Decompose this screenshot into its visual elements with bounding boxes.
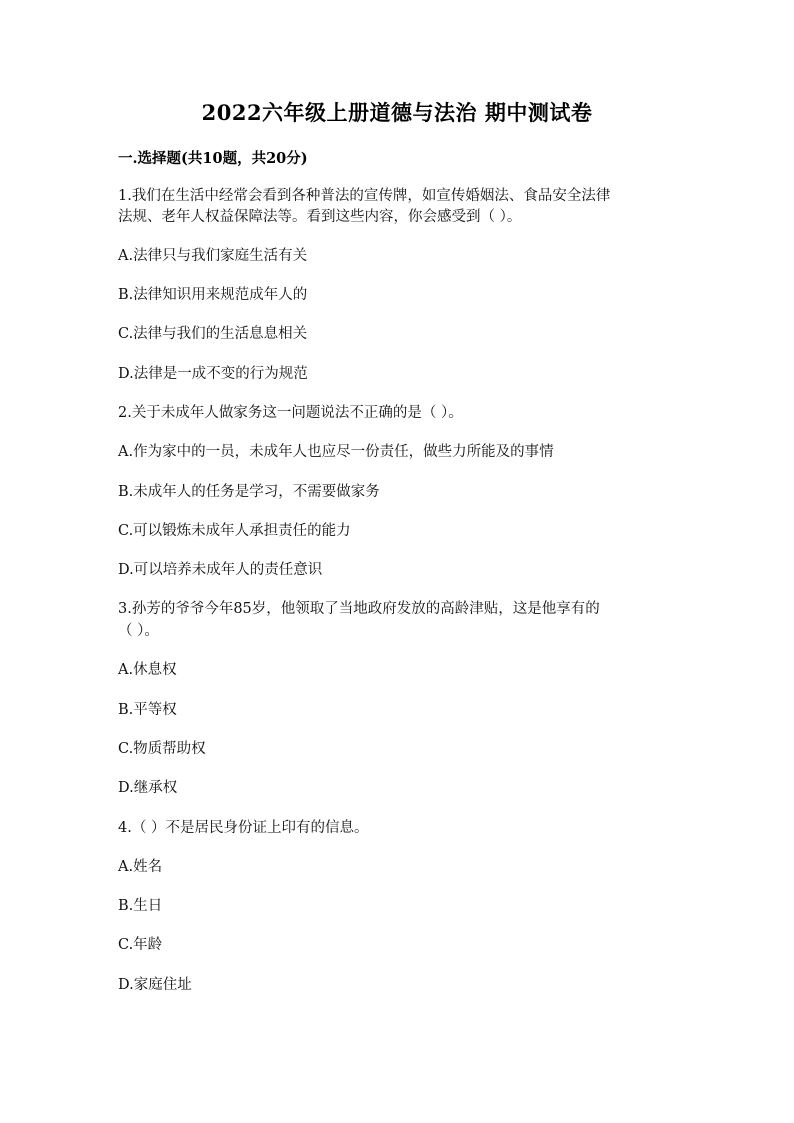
section-heading: 一.选择题(共10题，共20分) (118, 150, 308, 167)
question-2-option-d: D.可以培养未成年人的责任意识 (118, 562, 323, 578)
question-4-stem-line-1: 4.（ ）不是居民身份证上印有的信息。 (118, 820, 369, 836)
question-3-option-b: B.平等权 (118, 702, 177, 718)
question-2-option-a: A.作为家中的一员，未成年人也应尽一份责任，做些力所能及的事情 (118, 444, 554, 460)
question-4-option-a: A.姓名 (118, 859, 163, 875)
question-3-option-d: D.继承权 (118, 780, 178, 796)
question-2-stem-line-1: 2.关于未成年人做家务这一问题说法不正确的是（ ）。 (118, 405, 463, 421)
question-4-option-c: C.年龄 (118, 937, 163, 953)
page-title: 2022六年级上册道德与法治 期中测试卷 (201, 100, 593, 125)
question-2-option-b: B.未成年人的任务是学习，不需要做家务 (118, 484, 380, 500)
question-3-stem-line-1: 3.孙芳的爷爷今年85岁，他领取了当地政府发放的高龄津贴，这是他享有的 (118, 601, 600, 617)
question-2-option-c: C.可以锻炼未成年人承担责任的能力 (118, 523, 351, 539)
question-3-option-c: C.物质帮助权 (118, 741, 206, 757)
question-4-option-b: B.生日 (118, 898, 163, 914)
question-1-option-d: D.法律是一成不变的行为规范 (118, 366, 308, 382)
question-1-stem-line-1: 1.我们在生活中经常会看到各种普法的宣传牌，如宣传婚姻法、食品安全法律 (118, 188, 611, 204)
question-4-option-d: D.家庭住址 (118, 977, 192, 993)
question-3-option-a: A.休息权 (118, 662, 177, 678)
question-3-stem-line-2: （ ）。 (118, 623, 159, 639)
question-1-option-b: B.法律知识用来规范成年人的 (118, 287, 308, 303)
question-1-stem-line-2: 法规、老年人权益保障法等。看到这些内容，你会感受到（ ）。 (118, 209, 522, 225)
question-1-option-c: C.法律与我们的生活息息相关 (118, 326, 308, 342)
question-1-option-a: A.法律只与我们家庭生活有关 (118, 248, 308, 264)
